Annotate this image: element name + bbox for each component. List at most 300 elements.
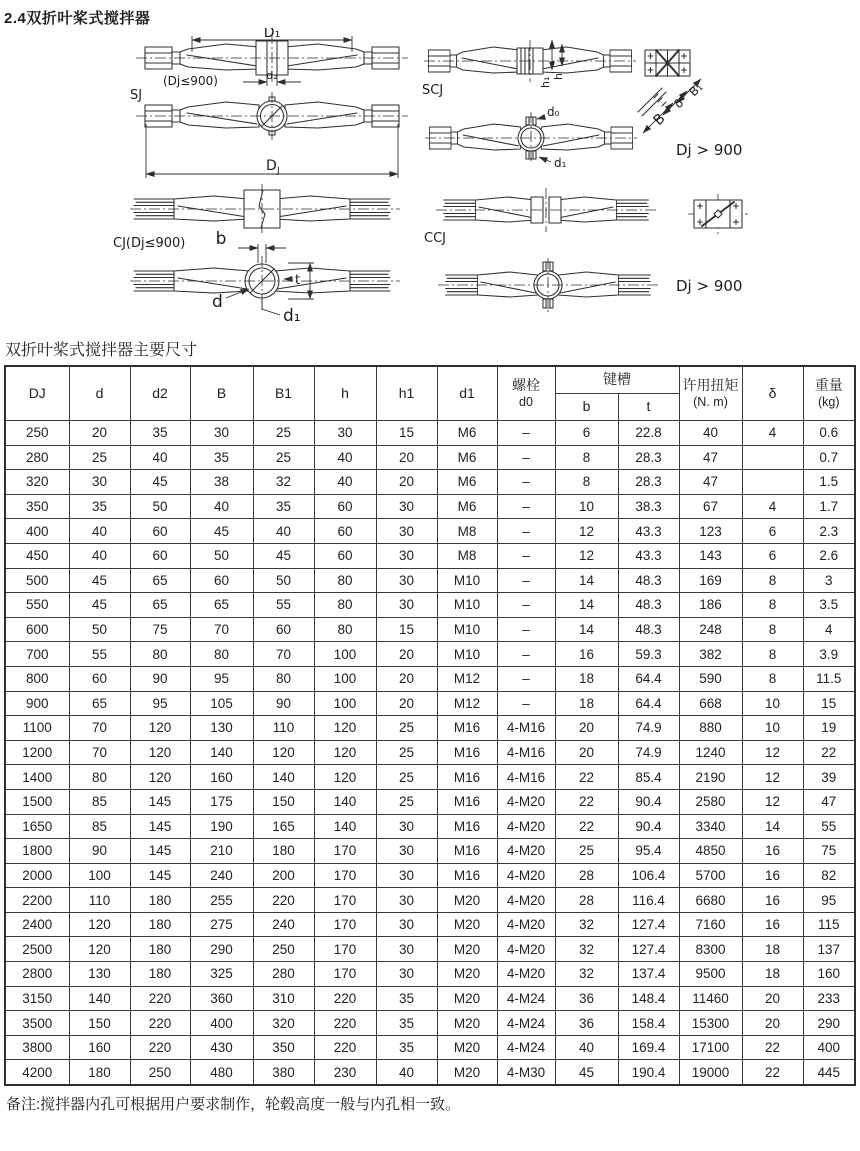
table-cell: 360 [190,986,253,1011]
table-cell: M10 [437,568,497,593]
table-cell: 110 [253,716,314,741]
table-cell: M16 [437,814,497,839]
col-header-torque-line1: 许用扭矩 [682,376,739,393]
table-cell: 48.3 [618,593,679,618]
table-cell: 95 [190,666,253,691]
table-row [5,519,855,544]
table-row [5,814,855,839]
table-cell: 120 [253,740,314,765]
table-cell: M12 [437,666,497,691]
table-cell: M16 [437,789,497,814]
spec-table-header [5,366,855,421]
table-cell: 3500 [5,1011,69,1036]
table-cell: 1650 [5,814,69,839]
table-cell: 50 [253,568,314,593]
table-cell: 2800 [5,962,69,987]
cj-paddle-rect-hub [113,184,400,251]
table-cell: 30 [376,912,437,937]
table-cell: 120 [130,716,190,741]
table-row [5,593,855,618]
table-cell: 16 [742,888,803,913]
table-cell: M6 [437,494,497,519]
table-cell: 170 [314,962,376,987]
table-cell: 6 [742,543,803,568]
table-cell: 25 [253,445,314,470]
dim-label-DJ: D [266,158,277,174]
table-cell: 140 [69,986,130,1011]
table-cell: 55 [803,814,855,839]
table-cell: – [497,568,555,593]
table-cell: 590 [679,666,742,691]
table-cell: 4 [803,617,855,642]
table-cell: 800 [5,666,69,691]
table-cell: 10 [742,691,803,716]
table-cell: 140 [253,765,314,790]
table-cell: 15 [376,617,437,642]
table-cell: 36 [555,1011,618,1036]
table-cell: 95 [130,691,190,716]
table-cell: 240 [253,912,314,937]
table-cell: M20 [437,888,497,913]
table-cell: 8 [742,666,803,691]
table-cell: 18 [742,962,803,987]
table-cell: 4-M24 [497,1035,555,1060]
table-cell: 180 [130,937,190,962]
table-cell: M20 [437,1011,497,1036]
dim-B1 [677,79,705,103]
table-row [5,962,855,987]
table-cell: 500 [5,568,69,593]
table-cell: 67 [679,494,742,519]
table-cell: 3340 [679,814,742,839]
table-cell: M20 [437,1035,497,1060]
table-cell: 18 [555,691,618,716]
dim-b [216,229,286,263]
table-cell: 90 [69,839,130,864]
table-cell: 320 [253,1011,314,1036]
dim-label-h1: h₁ [539,76,552,88]
table-row [5,986,855,1011]
table-row [5,470,855,495]
table-cell: 200 [253,863,314,888]
table-cell: 45 [253,543,314,568]
table-row [5,765,855,790]
table-cell: 22 [555,765,618,790]
table-cell: 2.3 [803,519,855,544]
table-cell: 220 [314,986,376,1011]
table-cell: 8300 [679,937,742,962]
table-cell: 8 [742,617,803,642]
table-cell: 220 [130,986,190,1011]
table-cell: 120 [314,765,376,790]
table-cell: 50 [69,617,130,642]
label-ccj: CCJ [424,231,446,246]
table-cell: 22 [555,789,618,814]
table-cell: 4-M24 [497,1011,555,1036]
table-cell: 40 [314,470,376,495]
table-cell: 127.4 [618,937,679,962]
table-row [5,888,855,913]
table-cell: 170 [314,912,376,937]
table-cell: 47 [803,789,855,814]
ccj-paddle-split-hub [424,188,656,246]
table-cell: 28.3 [618,445,679,470]
table-cell: 38.3 [618,494,679,519]
dim-label-B1: B₁ [686,79,706,100]
table-cell: 0.7 [803,445,855,470]
table-cell: 80 [69,765,130,790]
table-row [5,543,855,568]
label-dj-le-900: (Dj≤900) [163,74,218,88]
col-header-d: d [69,366,130,421]
table-cell: 1400 [5,765,69,790]
table-cell: 30 [376,839,437,864]
table-cell: 400 [190,1011,253,1036]
table-cell: 74.9 [618,740,679,765]
table-cell: 280 [253,962,314,987]
table-cell: 25 [69,445,130,470]
table-cell: 20 [69,421,130,446]
table-cell: 60 [130,519,190,544]
table-cell: 120 [69,937,130,962]
dim-label-d: d [212,292,223,312]
table-cell: 48.3 [618,568,679,593]
table-cell: 45 [69,593,130,618]
scj-paddle-clamp-hub [425,105,637,170]
table-cell: 40 [69,543,130,568]
label-scj: SCJ [422,83,444,98]
table-cell: M20 [437,986,497,1011]
table-cell: 140 [314,814,376,839]
table-cell: 20 [376,691,437,716]
table-cell: 30 [376,519,437,544]
col-header-h1: h1 [376,366,437,421]
table-cell: 170 [314,888,376,913]
table-cell: 250 [253,937,314,962]
table-cell: 210 [190,839,253,864]
table-row [5,617,855,642]
dim-label-DJ-sub: J [277,166,280,176]
table-cell: 19000 [679,1060,742,1085]
table-cell: 35 [376,1035,437,1060]
table-cell: 50 [130,494,190,519]
table-cell: 65 [130,568,190,593]
table-cell: 14 [742,814,803,839]
table-cell: 170 [314,839,376,864]
table-row [5,568,855,593]
table-cell: 116.4 [618,888,679,913]
table-cell: 40 [376,1060,437,1085]
dim-delta [663,91,687,115]
scj-paddle-stack-hub [422,40,636,98]
table-cell: 4-M30 [497,1060,555,1085]
table-cell: 145 [130,814,190,839]
table-cell: 85 [69,814,130,839]
table-cell: 7160 [679,912,742,937]
table-cell: – [497,593,555,618]
table-row [5,691,855,716]
table-cell: – [497,691,555,716]
table-cell: 2000 [5,863,69,888]
label-dj-gt-900-lower: Dj > 900 [676,277,743,295]
table-cell: 30 [314,421,376,446]
table-cell: M16 [437,716,497,741]
table-cell: 85.4 [618,765,679,790]
table-cell: 38 [190,470,253,495]
table-cell: 160 [69,1035,130,1060]
table-cell: 165 [253,814,314,839]
table-cell: 80 [314,568,376,593]
table-cell: 80 [130,642,190,667]
table-cell: 35 [69,494,130,519]
table-cell: 4-M16 [497,716,555,741]
table-cell: 110 [69,888,130,913]
table-cell: 180 [130,912,190,937]
table-cell: M6 [437,445,497,470]
table-row [5,912,855,937]
table-cell: 50 [190,543,253,568]
table-cell: 115 [803,912,855,937]
table-cell: 158.4 [618,1011,679,1036]
blade-section-detail-upper [638,50,742,159]
table-cell: 130 [190,716,253,741]
table-cell: 28 [555,888,618,913]
table-cell: 25 [555,839,618,864]
table-cell: 127.4 [618,912,679,937]
sj-paddle-circle-hub [136,92,408,178]
table-cell: 14 [555,568,618,593]
table-cell: 1100 [5,716,69,741]
table-cell: 1500 [5,789,69,814]
table-caption: 双折叶桨式搅拌器主要尺寸 [5,342,198,359]
table-cell: 12 [555,543,618,568]
table-cell: 11460 [679,986,742,1011]
table-cell: 480 [190,1060,253,1085]
table-cell: 105 [190,691,253,716]
table-cell: 310 [253,986,314,1011]
spec-table-body [5,421,855,1086]
table-cell: 4-M24 [497,986,555,1011]
header-row-1 [5,366,855,394]
table-cell: 10 [555,494,618,519]
table-cell: 8 [555,445,618,470]
col-header-keyway-t: t [618,394,679,421]
table-cell: 169.4 [618,1035,679,1060]
table-cell: 230 [314,1060,376,1085]
table-cell: 20 [555,716,618,741]
col-header-weight-line1: 重量 [814,376,843,393]
table-cell: 2200 [5,888,69,913]
dim-label-delta: δ [671,96,687,112]
table-cell: 35 [130,421,190,446]
table-row [5,1035,855,1060]
table-cell: 3150 [5,986,69,1011]
table-cell: 900 [5,691,69,716]
table-cell: 4-M20 [497,789,555,814]
table-row [5,839,855,864]
table-cell: 35 [190,445,253,470]
table-cell: 450 [5,543,69,568]
table-cell: 668 [679,691,742,716]
table-row [5,1060,855,1085]
table-cell: 145 [130,789,190,814]
table-cell: M16 [437,765,497,790]
table-cell: 47 [679,445,742,470]
table-cell: 12 [555,519,618,544]
table-cell: 248 [679,617,742,642]
table-cell: M16 [437,839,497,864]
table-cell: – [497,519,555,544]
table-cell: 20 [742,1011,803,1036]
table-row [5,642,855,667]
table-cell: 15 [376,421,437,446]
table-cell: 600 [5,617,69,642]
table-cell: 80 [314,617,376,642]
table-cell: 90 [253,691,314,716]
table-cell: 75 [130,617,190,642]
table-cell: 22 [742,1060,803,1085]
table-cell: 22 [742,1035,803,1060]
technical-diagram [0,28,860,328]
table-cell: – [497,666,555,691]
table-cell: 2500 [5,937,69,962]
table-cell: 60 [190,568,253,593]
table-row [5,863,855,888]
table-cell: 30 [376,494,437,519]
table-cell: 169 [679,568,742,593]
table-cell: 2.6 [803,543,855,568]
table-cell: M20 [437,937,497,962]
table-cell [742,445,803,470]
dim-label-D1: D₁ [263,28,281,41]
table-cell: 20 [376,642,437,667]
table-cell: 55 [69,642,130,667]
dim-label-d0: d₀ [547,105,560,119]
table-cell: 64.4 [618,666,679,691]
table-cell: 32 [555,912,618,937]
table-cell: 6 [555,421,618,446]
table-cell: M6 [437,470,497,495]
table-cell: 4-M20 [497,888,555,913]
table-cell: 145 [130,863,190,888]
table-cell: M10 [437,593,497,618]
table-cell: 140 [314,789,376,814]
table-cell: 18 [742,937,803,962]
table-cell: 350 [253,1035,314,1060]
table-cell [742,470,803,495]
table-cell: 4-M20 [497,863,555,888]
table-cell: 100 [314,691,376,716]
sj-paddle-rect-hub [130,28,408,103]
table-cell: 400 [803,1035,855,1060]
dim-label-d1-cj: d₁ [283,306,301,326]
table-cell: 400 [5,519,69,544]
table-cell: 70 [190,617,253,642]
hub-plan-detail [688,194,748,234]
table-cell: 1.5 [803,470,855,495]
table-cell: 240 [190,863,253,888]
table-cell: 30 [376,568,437,593]
table-cell: 150 [253,789,314,814]
col-header-weight [803,366,855,421]
table-cell: 123 [679,519,742,544]
table-cell: 190 [190,814,253,839]
table-cell: M10 [437,617,497,642]
col-header-bolt [497,366,555,421]
table-cell: 80 [190,642,253,667]
table-cell: 25 [376,740,437,765]
dim-label-b: b [215,229,227,249]
table-cell: 45 [130,470,190,495]
table-cell: 32 [253,470,314,495]
table-cell: 30 [376,543,437,568]
dim-label-t: t [295,273,301,288]
col-header-B1: B1 [253,366,314,421]
table-cell: 143 [679,543,742,568]
table-cell: 186 [679,593,742,618]
table-cell: 5700 [679,863,742,888]
table-cell: 380 [253,1060,314,1085]
table-cell: – [497,642,555,667]
table-cell: 550 [5,593,69,618]
table-cell: 280 [5,445,69,470]
table-cell: 880 [679,716,742,741]
table-cell: 1800 [5,839,69,864]
table-cell: 190.4 [618,1060,679,1085]
table-cell: 90.4 [618,814,679,839]
table-cell: 137 [803,937,855,962]
table-cell: 30 [190,421,253,446]
table-cell: 4-M20 [497,937,555,962]
table-cell: 12 [742,740,803,765]
table-cell: 14 [555,593,618,618]
table-cell: 80 [314,593,376,618]
col-header-torque [679,366,742,421]
table-cell: 18 [555,666,618,691]
table-cell: 2190 [679,765,742,790]
spec-table [4,365,856,1086]
table-cell: 40 [253,519,314,544]
table-cell: 180 [130,888,190,913]
table-cell: 382 [679,642,742,667]
table-cell: – [497,445,555,470]
table-cell: 25 [253,421,314,446]
table-cell: 250 [130,1060,190,1085]
table-cell: 60 [314,519,376,544]
table-cell: 17100 [679,1035,742,1060]
table-cell: 290 [190,937,253,962]
table-cell: 35 [253,494,314,519]
table-cell: 22 [803,740,855,765]
col-header-B: B [190,366,253,421]
table-cell: M16 [437,863,497,888]
page-title: 2.4双折叶桨式搅拌器 [4,10,151,27]
table-cell: 4-M20 [497,839,555,864]
col-header-delta: δ [742,366,803,421]
table-cell: 145 [130,839,190,864]
table-cell: 130 [69,962,130,987]
table-cell: 6 [742,519,803,544]
col-header-dj: DJ [5,366,69,421]
table-cell: 20 [376,445,437,470]
table-cell: 15 [803,691,855,716]
table-cell: 10 [742,716,803,741]
table-cell: 80 [253,666,314,691]
table-cell: 100 [69,863,130,888]
table-cell: 175 [190,789,253,814]
table-cell: 180 [69,1060,130,1085]
col-header-keyway: 键槽 [555,366,679,394]
